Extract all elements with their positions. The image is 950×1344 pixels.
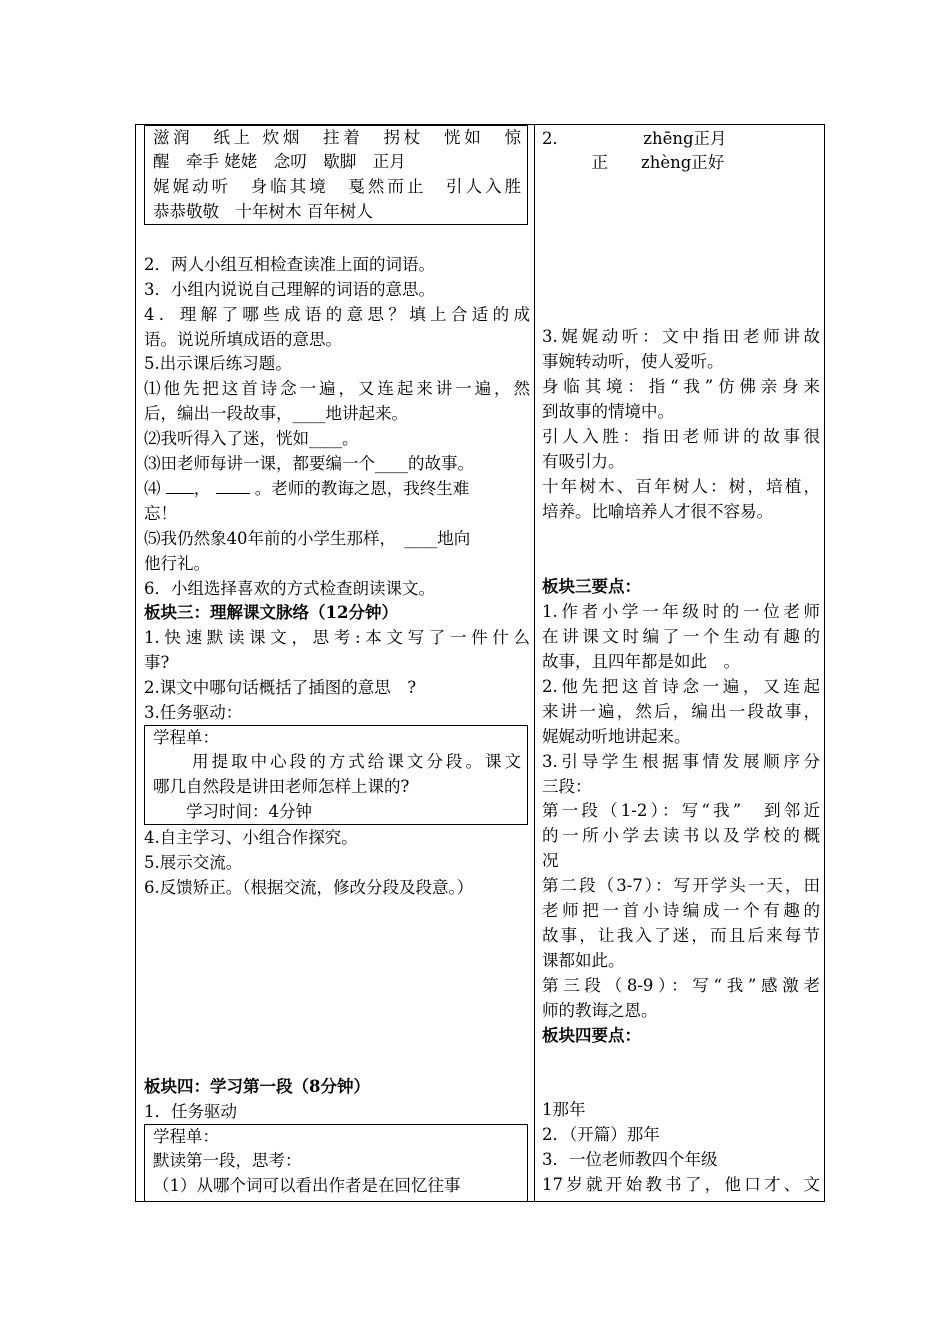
exercise-line: ⑸我仍然象40年前的小学生那样， ____地向 xyxy=(144,529,471,548)
exercise-line: 后，编出一段故事，____地讲起来。 xyxy=(144,404,408,423)
pinyin-line: 2． zhēng正月 xyxy=(542,129,727,148)
text-line: 3．一位老师教四个年级 xyxy=(542,1150,718,1169)
section4-title: 板块四：学习第一段（8分钟） xyxy=(144,1077,370,1096)
vocab-line: 娓娓动听 身临其境 戛然而止 引人入胜 xyxy=(153,177,521,196)
text-line: 身临其境：指“我”仿佛亲身来 xyxy=(542,377,820,396)
fill-blank[interactable] xyxy=(166,479,194,494)
vocab-line: 恭恭敬敬 十年树木 百年树人 xyxy=(153,202,373,221)
text-line: 5.出示课后练习题。 xyxy=(144,354,292,373)
left-column xyxy=(144,125,530,1201)
study-line: （1）从哪个词可以看出作者是在回忆往事 xyxy=(153,1176,461,1195)
text-line: 十年树木、百年树人：树，培植， xyxy=(542,477,820,496)
fill-blank[interactable] xyxy=(216,479,250,494)
column-divider xyxy=(534,125,535,1201)
exercise-line: ⑵我听得入了迷，恍如____。 xyxy=(144,429,359,448)
text-line: 2．两人小组互相检查读准上面的词语。 xyxy=(144,255,435,274)
text-line: 1．任务驱动 xyxy=(144,1102,237,1121)
lesson-plan-table xyxy=(135,124,825,1202)
text-line: 3．小组内说说自己理解的词语的意思。 xyxy=(144,280,435,299)
text-line: 第二段（3-7）：写开学头一天，田 xyxy=(542,876,820,895)
study-line: 学程单： xyxy=(153,728,219,747)
exercise-line: ⑶田老师每讲一课，都要编一个____的故事。 xyxy=(144,454,474,473)
text-line: 师的教诲之恩。 xyxy=(542,1001,658,1020)
text-line: 第一段（1-2）：写“我” 到邻近 xyxy=(542,801,820,820)
exercise-line: ⑴他先把这首诗念一遍，又连起来讲一遍，然 xyxy=(144,379,530,398)
exercise-line-4 xyxy=(144,477,530,501)
text-line: 语。说说所填成语的意思。 xyxy=(144,330,342,349)
section3-points-title: 板块三要点： xyxy=(542,577,641,596)
study-line: 用提取中心段的方式给课文分段。课文 xyxy=(153,752,521,771)
text-line: 2.他先把这首诗念一遍，又连起 xyxy=(542,677,820,696)
study-line: 学习时间：4分钟 xyxy=(153,802,312,821)
text-line: 1.快速默读课文，思考:本文写了一件什么 xyxy=(144,628,530,647)
text-line: 6.反馈矫正。（根据交流，修改分段及段意。） xyxy=(144,878,474,897)
study-line: 哪几自然段是讲田老师怎样上课的? xyxy=(153,777,410,796)
text-line: 的一所小学去读书以及学校的概 xyxy=(542,826,820,845)
right-column xyxy=(542,125,820,1201)
text-line: 2．（开篇）那年 xyxy=(542,1125,660,1144)
vocab-box xyxy=(144,125,528,225)
text-line: 培养。比喻培养人才很不容易。 xyxy=(542,502,773,521)
q4-suffix: 。老师的教诲之恩，我终生难 xyxy=(254,479,470,498)
text-line: 故事，且四年都是如此 。 xyxy=(542,652,740,671)
study-box-2 xyxy=(144,1124,528,1201)
study-line: 默读第一段，思考： xyxy=(153,1151,302,1170)
text-line: 课都如此。 xyxy=(542,951,625,970)
text-line: 6．小组选择喜欢的方式检查朗读课文。 xyxy=(144,579,435,598)
vocab-line: 醒 牵手 姥姥 念叨 歇脚 正月 xyxy=(153,152,406,171)
text-line: 到故事的情境中。 xyxy=(542,402,674,421)
text-line: 事? xyxy=(144,653,170,672)
text-line: 三段： xyxy=(542,777,592,796)
text-line: 引人入胜：指田老师讲的故事很 xyxy=(542,427,820,446)
text-line: 第三段（8-9）：写“我”感激老 xyxy=(542,976,820,995)
text-line: 老师把一首小诗编成一个有趣的 xyxy=(542,901,820,920)
study-line: 学程单： xyxy=(153,1127,219,1146)
text-line: 4．理解了哪些成语的意思？填上合适的成 xyxy=(144,305,530,324)
section4-points-title: 板块四要点： xyxy=(542,1026,641,1045)
text-line: 事婉转动听，使人爱听。 xyxy=(542,352,724,371)
text-line: 17岁就开始教书了，他口才、文 xyxy=(542,1175,820,1194)
section3-title: 板块三：理解课文脉络（12分钟） xyxy=(144,603,398,622)
text-line: 4.自主学习、小组合作探究。 xyxy=(144,828,358,847)
vocab-line: 滋润 纸上 炊烟 拄着 拐杖 恍如 惊 xyxy=(153,128,521,147)
text-line: 1.作者小学一年级时的一位老师 xyxy=(542,602,820,621)
exercise-line: 他行礼。 xyxy=(144,554,210,573)
text-line: 有吸引力。 xyxy=(542,452,625,471)
text-line: 故事，让我入了迷，而且后来每节 xyxy=(542,926,820,945)
text-line: 在讲课文时编了一个生动有趣的 xyxy=(542,627,820,646)
text-line: 3.娓娓动听：文中指田老师讲故 xyxy=(542,327,820,346)
exercise-line: 忘！ xyxy=(144,504,177,523)
text-line: 1那年 xyxy=(542,1100,586,1119)
text-line: 2.课文中哪句话概括了插图的意思 ? xyxy=(144,678,417,697)
pinyin-line: 正 zhèng正好 xyxy=(542,153,725,172)
text-line: 况 xyxy=(542,851,559,870)
study-box-1 xyxy=(144,725,528,825)
q4-prefix: ⑷ xyxy=(144,479,161,498)
text-line: 3.引导学生根据事情发展顺序分 xyxy=(542,752,820,771)
text-line: 5.展示交流。 xyxy=(144,853,243,872)
text-line: 娓娓动听地讲起来。 xyxy=(542,727,691,746)
text-line: 来讲一遍，然后，编出一段故事， xyxy=(542,702,820,721)
text-line: 3.任务驱动： xyxy=(144,703,243,722)
q4-sep: ， xyxy=(193,479,211,498)
